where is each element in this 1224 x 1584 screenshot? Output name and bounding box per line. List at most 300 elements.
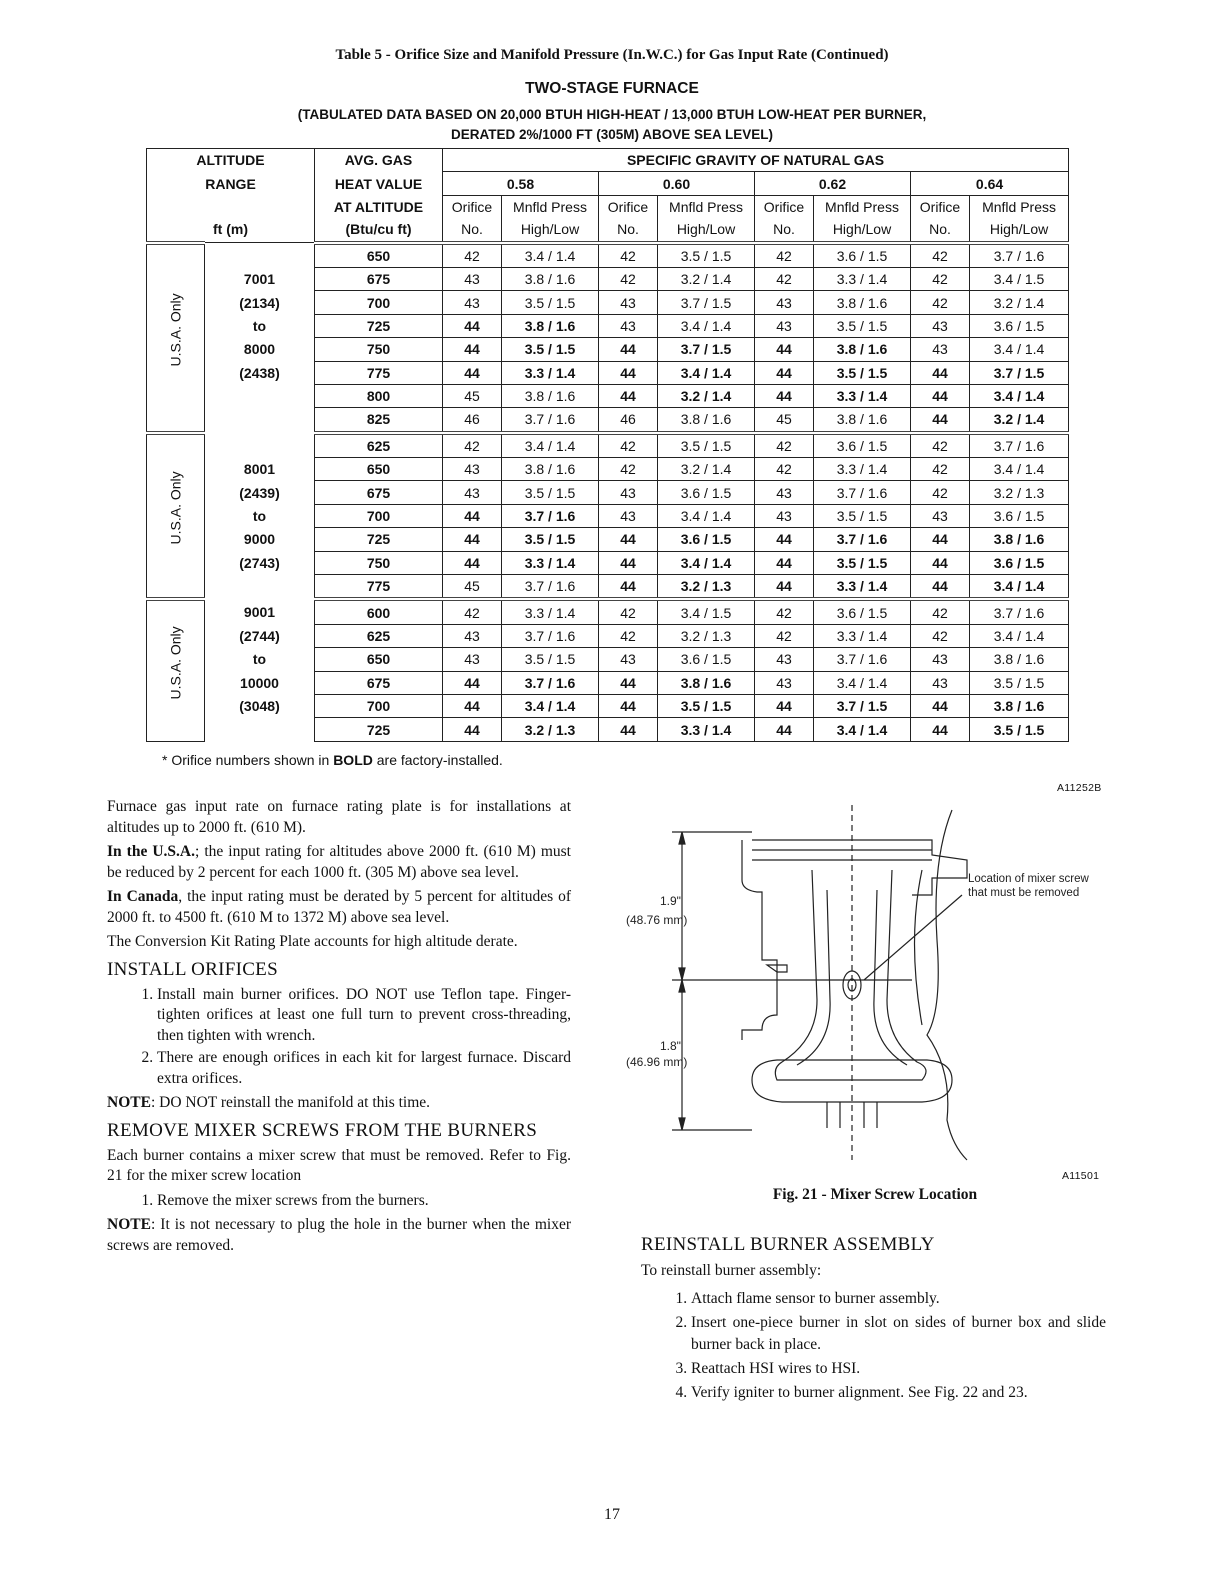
pressure-cell: 3.4 / 1.4: [814, 671, 911, 694]
table-row: [147, 648, 1069, 671]
paragraph-altitudes: Furnace gas input rate on furnace rating plate is for installations at altitudes up to 2000 ft. (610 M).: [107, 798, 571, 836]
orifice-cell: 43: [911, 671, 970, 694]
mixer-screw-figure: [612, 800, 1112, 1165]
orifice-cell: 44: [599, 338, 658, 361]
pressure-cell: 3.6 / 1.5: [658, 481, 755, 504]
pressure-cell: 3.5 / 1.5: [814, 361, 911, 384]
pressure-cell: 3.6 / 1.5: [970, 314, 1069, 337]
heat-value-cell: 750: [315, 338, 443, 361]
header-heat-value: HEAT VALUE: [315, 172, 443, 195]
pressure-cell: 3.7 / 1.6: [502, 504, 599, 527]
dimension-2-mm: (46.96 mm): [626, 1055, 688, 1069]
altitude-range-cell: (3048): [205, 694, 315, 717]
figure-caption: Fig. 21 - Mixer Screw Location: [772, 1186, 978, 1203]
pressure-cell: 3.4 / 1.4: [814, 718, 911, 741]
orifice-cell: 44: [443, 718, 502, 741]
pressure-cell: 3.6 / 1.5: [658, 648, 755, 671]
reinstall-steps: [641, 1288, 1106, 1404]
altitude-range-cell: [205, 718, 315, 741]
header-sg-4: 0.64: [911, 172, 1069, 195]
pressure-cell: 3.5 / 1.5: [502, 528, 599, 551]
orifice-cell: 44: [911, 384, 970, 407]
pressure-cell: 3.8 / 1.6: [502, 458, 599, 481]
orifice-cell: 42: [911, 291, 970, 314]
orifice-cell: 44: [599, 671, 658, 694]
pressure-cell: 3.7 / 1.6: [502, 671, 599, 694]
orifice-cell: 43: [911, 504, 970, 527]
table-row: [147, 575, 1069, 600]
heat-value-cell: 700: [315, 694, 443, 717]
heat-value-cell: 825: [315, 408, 443, 433]
orifice-cell: 45: [443, 575, 502, 600]
table-body: [147, 243, 1069, 742]
orifice-cell: 44: [599, 361, 658, 384]
header-no: No.: [911, 218, 970, 242]
pressure-cell: 3.2 / 1.3: [970, 481, 1069, 504]
table-caption: Table 5 - Orifice Size and Manifold Pressure (In.W.C.) for Gas Input Rate (Continued): [335, 47, 889, 63]
orifice-cell: 44: [755, 551, 814, 574]
orifice-cell: 44: [911, 361, 970, 384]
altitude-range-cell: 9001: [205, 599, 315, 624]
country-label: U.S.A. Only: [147, 243, 205, 433]
pressure-cell: 3.8 / 1.6: [502, 267, 599, 290]
altitude-range-cell: 9000: [205, 528, 315, 551]
orifice-cell: 42: [911, 433, 970, 458]
pressure-cell: 3.7 / 1.6: [814, 528, 911, 551]
heading-remove-mixer-screws: REMOVE MIXER SCREWS FROM THE BURNERS: [107, 1119, 538, 1141]
header-range: RANGE: [147, 172, 315, 195]
orifice-cell: 43: [755, 671, 814, 694]
pressure-cell: 3.3 / 1.4: [814, 575, 911, 600]
orifice-cell: 42: [755, 599, 814, 624]
pressure-cell: 3.4 / 1.4: [502, 243, 599, 268]
orifice-cell: 44: [755, 575, 814, 600]
dimension-1: 1.9": [660, 894, 681, 908]
install-steps: [107, 985, 571, 1090]
orifice-cell: 42: [755, 267, 814, 290]
burner-top: [752, 840, 967, 895]
table-row: [147, 291, 1069, 314]
pressure-cell: 3.4 / 1.4: [658, 314, 755, 337]
table-row: [147, 408, 1069, 433]
heat-value-cell: 750: [315, 551, 443, 574]
orifice-cell: 42: [911, 267, 970, 290]
header-mnfld: Mnfld Press: [970, 195, 1069, 218]
footnote-text: * Orifice numbers shown in: [162, 752, 334, 768]
orifice-cell: 44: [599, 718, 658, 741]
header-btu: (Btu/cu ft): [315, 218, 443, 242]
table-ref-code: A11252B: [1057, 782, 1102, 794]
country-label: U.S.A. Only: [147, 433, 205, 600]
figure-ref-code-label: A11501: [1062, 1170, 1100, 1182]
heat-value-cell: 725: [315, 528, 443, 551]
orifice-cell: 44: [599, 384, 658, 407]
canada-lead: In Canada: [107, 888, 179, 905]
pressure-cell: 3.7 / 1.6: [970, 243, 1069, 268]
header-orifice: Orifice: [599, 195, 658, 218]
pressure-cell: 3.6 / 1.5: [814, 433, 911, 458]
header-mnfld: Mnfld Press: [502, 195, 599, 218]
country-label: U.S.A. Only: [147, 599, 205, 741]
header-specific-gravity: SPECIFIC GRAVITY OF NATURAL GAS: [443, 149, 1069, 172]
orifice-cell: 44: [755, 718, 814, 741]
table-title: TWO-STAGE FURNACE: [525, 80, 699, 97]
pressure-cell: 3.6 / 1.5: [658, 528, 755, 551]
pressure-cell: 3.2 / 1.4: [970, 291, 1069, 314]
heat-value-cell: 725: [315, 718, 443, 741]
orifice-cell: 42: [755, 433, 814, 458]
orifice-cell: 44: [755, 694, 814, 717]
header-mnfld: Mnfld Press: [658, 195, 755, 218]
note-text: : DO NOT reinstall the manifold at this time.: [150, 1094, 431, 1111]
heat-value-cell: 700: [315, 504, 443, 527]
heat-value-cell: 675: [315, 267, 443, 290]
pressure-cell: 3.2 / 1.4: [658, 267, 755, 290]
orifice-cell: 42: [443, 433, 502, 458]
orifice-cell: 42: [755, 624, 814, 647]
header-high-low: High/Low: [814, 218, 911, 242]
altitude-range-cell: 10000: [205, 671, 315, 694]
orifice-cell: 42: [599, 599, 658, 624]
pressure-cell: 3.8 / 1.6: [814, 408, 911, 433]
orifice-cell: 42: [599, 458, 658, 481]
table-footnote: [162, 752, 503, 768]
orifice-cell: 42: [599, 243, 658, 268]
reinstall-step: 4. Verify igniter to burner alignment. See Fig. 22 and 23.: [691, 1382, 1106, 1404]
table-row: [147, 481, 1069, 504]
altitude-range-cell: 8001: [205, 458, 315, 481]
note-text: : It is not necessary to plug the hole in the burner when the mixer screws are removed.: [107, 1216, 571, 1254]
install-step: 2. There are enough orifices in each kit for largest furnace. Discard extra orifices.: [157, 1048, 571, 1089]
orifice-cell: 43: [911, 338, 970, 361]
header-high-low: High/Low: [970, 218, 1069, 242]
altitude-range-cell: (2438): [205, 361, 315, 384]
orifice-cell: 43: [443, 648, 502, 671]
pressure-cell: 3.4 / 1.4: [502, 433, 599, 458]
header-orifice: Orifice: [755, 195, 814, 218]
pressure-cell: 3.6 / 1.5: [970, 504, 1069, 527]
header-high-low: High/Low: [502, 218, 599, 242]
pressure-cell: 3.7 / 1.6: [814, 481, 911, 504]
pressure-cell: 3.4 / 1.4: [502, 694, 599, 717]
pressure-cell: 3.4 / 1.4: [970, 575, 1069, 600]
orifice-cell: 43: [599, 648, 658, 671]
pressure-cell: 3.3 / 1.4: [814, 267, 911, 290]
pressure-cell: 3.2 / 1.4: [970, 408, 1069, 433]
altitude-range-cell: [205, 433, 315, 458]
table-row: [147, 338, 1069, 361]
orifice-cell: 46: [599, 408, 658, 433]
heat-value-cell: 600: [315, 599, 443, 624]
callout-line-1: Location of mixer screw: [968, 873, 1089, 885]
altitude-range-cell: 8000: [205, 338, 315, 361]
paragraph-reinstall-intro: To reinstall burner assembly:: [641, 1262, 822, 1279]
header-altitude: ALTITUDE: [147, 149, 315, 172]
table-row: [147, 671, 1069, 694]
pressure-cell: 3.6 / 1.5: [970, 551, 1069, 574]
orifice-cell: 44: [911, 408, 970, 433]
orifice-cell: 42: [911, 481, 970, 504]
orifice-cell: 44: [443, 551, 502, 574]
pressure-cell: 3.4 / 1.4: [658, 504, 755, 527]
pressure-cell: 3.4 / 1.5: [658, 599, 755, 624]
heat-value-cell: 800: [315, 384, 443, 407]
orifice-cell: 46: [443, 408, 502, 433]
pressure-cell: 3.7 / 1.5: [970, 361, 1069, 384]
orifice-cell: 45: [755, 408, 814, 433]
heat-value-cell: 650: [315, 648, 443, 671]
pressure-cell: 3.3 / 1.4: [814, 384, 911, 407]
orifice-cell: 44: [443, 314, 502, 337]
orifice-cell: 43: [911, 314, 970, 337]
header-orifice: Orifice: [911, 195, 970, 218]
heat-value-cell: 725: [315, 314, 443, 337]
pressure-cell: 3.4 / 1.4: [970, 338, 1069, 361]
callout-leader: [864, 895, 962, 980]
orifice-cell: 44: [755, 384, 814, 407]
header-at-altitude: AT ALTITUDE: [315, 195, 443, 218]
pressure-cell: 3.5 / 1.5: [502, 338, 599, 361]
footnote-text-end: are factory-installed.: [372, 752, 503, 768]
pressure-cell: 3.8 / 1.6: [970, 648, 1069, 671]
pressure-cell: 3.4 / 1.4: [970, 384, 1069, 407]
table-row: [147, 504, 1069, 527]
pressure-cell: 3.4 / 1.4: [658, 551, 755, 574]
table-row: [147, 718, 1069, 741]
table-row: [147, 458, 1069, 481]
paragraph-remove: Each burner contains a mixer screw that must be removed. Refer to Fig. 21 for the mixer screw location: [107, 1146, 571, 1184]
heat-value-cell: 775: [315, 361, 443, 384]
orifice-cell: 44: [443, 504, 502, 527]
arrow: [679, 832, 685, 844]
reinstall-step: 2. Insert one-piece burner in slot on sides of burner box and slide burner back in place.: [691, 1312, 1106, 1356]
table-row: [147, 528, 1069, 551]
reinstall-step: 1. Attach flame sensor to burner assembly.: [691, 1288, 1106, 1310]
note-plug-hole: [107, 1215, 571, 1256]
pressure-cell: 3.5 / 1.5: [502, 481, 599, 504]
altitude-range-cell: to: [205, 314, 315, 337]
burner-box-outline: [742, 840, 777, 1040]
pressure-cell: 3.2 / 1.3: [502, 718, 599, 741]
pressure-cell: 3.3 / 1.4: [658, 718, 755, 741]
pressure-cell: 3.2 / 1.3: [658, 624, 755, 647]
pressure-cell: 3.5 / 1.5: [814, 551, 911, 574]
orifice-cell: 44: [443, 694, 502, 717]
orifice-cell: 44: [911, 528, 970, 551]
right-column: [641, 1228, 1106, 1408]
arrow: [679, 968, 685, 980]
install-step: 1. Install main burner orifices. DO NOT use Teflon tape. Finger-tighten orifices at least one full turn to prevent cross-threading, then tighten with wrench.: [157, 985, 571, 1047]
header-no: No.: [755, 218, 814, 242]
pressure-cell: 3.8 / 1.6: [970, 694, 1069, 717]
pressure-cell: 3.5 / 1.5: [502, 648, 599, 671]
orifice-cell: 43: [599, 291, 658, 314]
pressure-cell: 3.7 / 1.6: [502, 624, 599, 647]
table-row: [147, 599, 1069, 624]
dimension-1-mm: (48.76 mm): [626, 913, 688, 927]
pressure-cell: 3.3 / 1.4: [502, 599, 599, 624]
header-sg-1: 0.58: [443, 172, 599, 195]
usa-text: ; the input rating for altitudes above 2000 ft. (610 M) must be reduced by 2 percent for each 1000 ft. (305 M) above sea level.: [107, 843, 571, 881]
orifice-cell: 43: [911, 648, 970, 671]
table-row: [147, 243, 1069, 268]
header-no: No.: [599, 218, 658, 242]
right-contour: [927, 810, 967, 1160]
header-orifice: Orifice: [443, 195, 502, 218]
remove-step: 1. Remove the mixer screws from the burners.: [157, 1191, 571, 1212]
altitude-range-cell: [205, 408, 315, 433]
burner-tube: [775, 870, 926, 1080]
pressure-cell: 3.4 / 1.5: [970, 267, 1069, 290]
altitude-range-cell: to: [205, 504, 315, 527]
pressure-cell: 3.7 / 1.6: [970, 433, 1069, 458]
altitude-range-cell: (2744): [205, 624, 315, 647]
orifice-cell: 43: [755, 504, 814, 527]
pressure-cell: 3.6 / 1.5: [814, 243, 911, 268]
altitude-range-cell: to: [205, 648, 315, 671]
pressure-cell: 3.4 / 1.4: [970, 624, 1069, 647]
altitude-range-cell: 7001: [205, 267, 315, 290]
header-no: No.: [443, 218, 502, 242]
orifice-cell: 44: [443, 361, 502, 384]
orifice-cell: 42: [911, 458, 970, 481]
orifice-cell: 43: [443, 481, 502, 504]
pressure-cell: 3.7 / 1.6: [814, 648, 911, 671]
table-row: [147, 624, 1069, 647]
pressure-cell: 3.7 / 1.6: [502, 408, 599, 433]
orifice-cell: 42: [911, 599, 970, 624]
note-lead: NOTE: [107, 1216, 151, 1233]
orifice-cell: 43: [443, 624, 502, 647]
orifice-cell: 43: [755, 314, 814, 337]
heat-value-cell: 775: [315, 575, 443, 600]
paragraph-usa: [107, 842, 571, 883]
orifice-cell: 42: [755, 243, 814, 268]
remove-steps: [107, 1191, 571, 1212]
pressure-cell: 3.5 / 1.5: [658, 433, 755, 458]
orifice-cell: 44: [911, 575, 970, 600]
heading-install-orifices: INSTALL ORIFICES: [107, 958, 278, 980]
heat-value-cell: 675: [315, 481, 443, 504]
pressure-cell: 3.5 / 1.5: [814, 314, 911, 337]
pressure-cell: 3.8 / 1.6: [658, 408, 755, 433]
orifice-cell: 44: [599, 528, 658, 551]
orifice-cell: 44: [599, 694, 658, 717]
canada-text: , the input rating must be derated by 5 percent for altitudes of 2000 ft. to 4500 ft. (610 M to 1372 M) above sea level.: [107, 888, 571, 926]
orifice-cell: 42: [599, 433, 658, 458]
orifice-cell: 44: [911, 551, 970, 574]
arrow: [679, 980, 685, 992]
orifice-cell: 44: [755, 528, 814, 551]
orifice-cell: 43: [755, 648, 814, 671]
table-row: [147, 433, 1069, 458]
reinstall-step: 3. Reattach HSI wires to HSI.: [691, 1358, 1106, 1380]
header-mnfld: Mnfld Press: [814, 195, 911, 218]
orifice-cell: 42: [911, 243, 970, 268]
orifice-pressure-table: [146, 148, 1069, 742]
orifice-cell: 44: [443, 528, 502, 551]
altitude-range-cell: [205, 575, 315, 600]
pressure-cell: 3.8 / 1.6: [970, 528, 1069, 551]
orifice-cell: 44: [443, 338, 502, 361]
orifice-cell: 43: [599, 504, 658, 527]
pressure-cell: 3.8 / 1.6: [502, 314, 599, 337]
heat-value-cell: 650: [315, 243, 443, 268]
usa-lead: In the U.S.A.: [107, 843, 195, 860]
orifice-cell: 44: [443, 671, 502, 694]
pressure-cell: 3.5 / 1.5: [658, 694, 755, 717]
pressure-cell: 3.4 / 1.4: [970, 458, 1069, 481]
heat-value-cell: 625: [315, 433, 443, 458]
heat-value-cell: 675: [315, 671, 443, 694]
page-number: 17: [604, 1506, 620, 1523]
orifice-cell: 44: [911, 718, 970, 741]
altitude-range-cell: (2743): [205, 551, 315, 574]
table-subtitle-2: DERATED 2%/1000 FT (305M) ABOVE SEA LEVEL): [450, 127, 774, 142]
orifice-cell: 42: [443, 599, 502, 624]
note-manifold: [107, 1093, 571, 1114]
table-row: [147, 314, 1069, 337]
pressure-cell: 3.5 / 1.5: [502, 291, 599, 314]
table-row: [147, 361, 1069, 384]
pressure-cell: 3.8 / 1.6: [502, 384, 599, 407]
pressure-cell: 3.2 / 1.4: [658, 384, 755, 407]
header-sg-2: 0.60: [599, 172, 755, 195]
table-subtitle-1: (TABULATED DATA BASED ON 20,000 BTUH HIGH-HEAT / 13,000 BTUH LOW-HEAT PER BURNER,: [297, 107, 927, 122]
pressure-cell: 3.7 / 1.6: [502, 575, 599, 600]
pressure-cell: 3.8 / 1.6: [658, 671, 755, 694]
orifice-cell: 43: [599, 481, 658, 504]
altitude-range-cell: [205, 384, 315, 407]
heat-value-cell: 650: [315, 458, 443, 481]
orifice-cell: 43: [443, 291, 502, 314]
orifice-cell: 44: [755, 338, 814, 361]
pressure-cell: 3.7 / 1.5: [658, 338, 755, 361]
dimension-2: 1.8": [660, 1039, 681, 1053]
heat-value-cell: 700: [315, 291, 443, 314]
pressure-cell: 3.7 / 1.5: [814, 694, 911, 717]
pressure-cell: 3.8 / 1.6: [814, 338, 911, 361]
paragraph-rating-plate: The Conversion Kit Rating Plate accounts for high altitude derate.: [107, 933, 518, 950]
orifice-cell: 44: [599, 551, 658, 574]
altitude-range-cell: (2439): [205, 481, 315, 504]
pressure-cell: 3.3 / 1.4: [502, 361, 599, 384]
pressure-cell: 3.4 / 1.4: [658, 361, 755, 384]
altitude-range-cell: [205, 243, 315, 268]
orifice-cell: 42: [599, 267, 658, 290]
altitude-range-cell: (2134): [205, 291, 315, 314]
pressure-cell: 3.3 / 1.4: [814, 624, 911, 647]
paragraph-canada: [107, 887, 571, 928]
orifice-cell: 43: [755, 291, 814, 314]
pressure-cell: 3.3 / 1.4: [502, 551, 599, 574]
orifice-cell: 44: [755, 361, 814, 384]
header-avg-gas: AVG. GAS: [315, 149, 443, 172]
callout-line-2: that must be removed: [968, 887, 1080, 899]
pressure-cell: 3.2 / 1.3: [658, 575, 755, 600]
table-row: [147, 384, 1069, 407]
pressure-cell: 3.6 / 1.5: [814, 599, 911, 624]
table-row: [147, 267, 1069, 290]
table-row: [147, 694, 1069, 717]
heat-value-cell: 625: [315, 624, 443, 647]
left-column: [107, 797, 571, 1260]
orifice-cell: 44: [911, 694, 970, 717]
orifice-cell: 44: [599, 575, 658, 600]
pressure-cell: 3.5 / 1.5: [658, 243, 755, 268]
orifice-cell: 43: [443, 458, 502, 481]
arrow: [679, 1118, 685, 1130]
